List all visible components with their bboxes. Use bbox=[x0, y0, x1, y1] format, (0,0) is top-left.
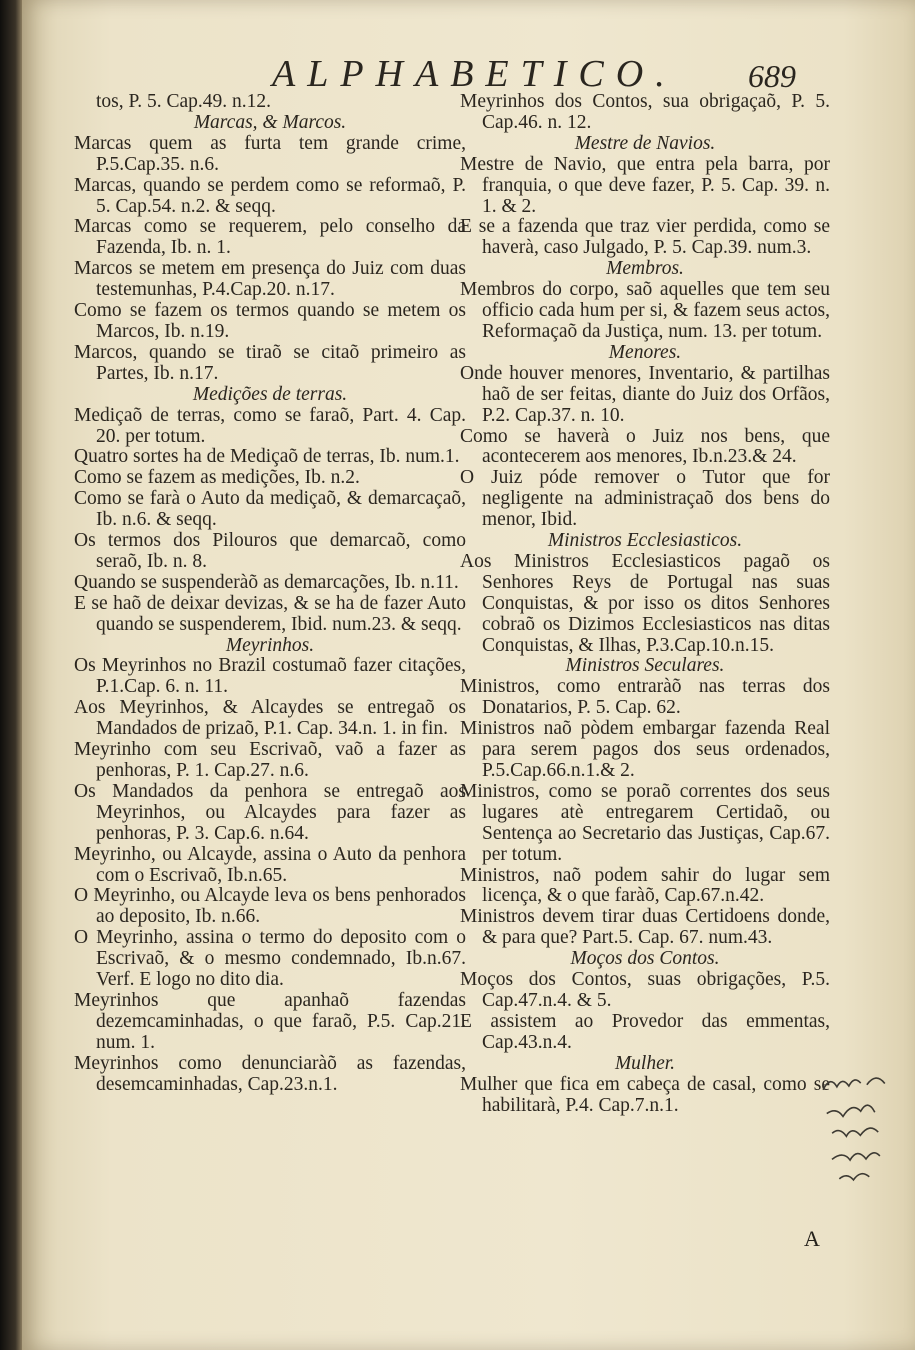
index-entry: Marcos se metem em presença do Juiz com duas testemunhas, P.4.Cap.20. n.17. bbox=[74, 258, 466, 301]
index-entry: O Juiz póde remover o Tutor que for negligente na administraçaõ dos bens do menor, Ibid. bbox=[460, 467, 830, 531]
index-entry: Meyrinhos dos Contos, sua obrigaçaõ, P. 5. Cap.46. n. 12. bbox=[460, 91, 830, 133]
index-heading: Menores. bbox=[608, 341, 682, 363]
index-entry: Como se haverà o Juiz nos bens, que acontecerem aos menores, Ib.n.23.& 24. bbox=[460, 425, 830, 468]
catchword: A bbox=[804, 1226, 820, 1251]
index-entry: Marcos, quando se tiraõ se citaõ primeiro as Partes, Ib. n.17. bbox=[74, 341, 466, 384]
index-entry: Mestre de Navio, que entra pela barra, por franquia, o que deve fazer, P. 5. Cap. 39. n. 1. & 2. bbox=[460, 153, 830, 217]
index-entry: Mulher que fica em cabeça de casal, como se habilitarà, P.4. Cap.7.n.1. bbox=[460, 1073, 830, 1116]
index-entry: E se haõ de deixar devizas, & se ha de fazer Auto quando se suspenderem, Ibid. num.23. & seqq. bbox=[74, 592, 466, 635]
index-entry: Quando se suspenderàõ as demarcações, Ib. n.11. bbox=[74, 571, 459, 593]
book-page bbox=[22, 0, 915, 1350]
index-entry: Ministros naõ pòdem embargar fazenda Real para serem pagos dos seus ordenados, P.5.Cap.66.n.1.& 2. bbox=[460, 718, 830, 781]
index-entry: Ministros, como se poraõ correntes dos seus lugares atè entregarem Certidaõ, ou Sentença ao Secretario das Justiças, Cap.67. per totum. bbox=[460, 780, 830, 865]
index-entry: Ministros, naõ podem sahir do lugar sem licença, & o que faràõ, Cap.67.n.42. bbox=[460, 864, 830, 907]
index-entry: Aos Meyrinhos, & Alcaydes se entregaõ os Mandados de prizaõ, P.1. Cap. 34.n. 1. in fin. bbox=[74, 697, 466, 740]
index-heading: Mulher. bbox=[614, 1052, 676, 1074]
index-heading: Mestre de Navios. bbox=[574, 132, 716, 154]
index-entry: Como se fazem as medições, Ib. n.2. bbox=[74, 467, 360, 489]
index-entry: Os Mandados da penhora se entregaõ aos Meyrinhos, ou Alcaydes para fazer as penhoras, P. 3. Cap.6. n.64. bbox=[74, 780, 466, 844]
index-entry: Ministros devem tirar duas Certidoens donde, & para que? Part.5. Cap. 67. num.43. bbox=[460, 906, 830, 949]
index-entry: Mediçaõ de terras, como se faraõ, Part. 4. Cap. 20. per totum. bbox=[74, 404, 466, 447]
handwritten-marginal-note bbox=[818, 1062, 912, 1198]
index-entry: Moços dos Contos, suas obrigações, P.5. Cap.47.n.4. & 5. bbox=[460, 969, 830, 1011]
index-entry: Como se farà o Auto da mediçaõ, & demarcaçaõ, Ib. n.6. & seqq. bbox=[74, 488, 466, 531]
index-entry: Meyrinho com seu Escrivaõ, vaõ a fazer as penhoras, P. 1. Cap.27. n.6. bbox=[74, 739, 466, 781]
index-entry: Como se fazem os termos quando se metem os Marcos, Ib. n.19. bbox=[74, 300, 466, 342]
book-spine-shadow bbox=[0, 0, 22, 1350]
index-heading: Ministros Seculares. bbox=[565, 655, 725, 677]
index-entry: Meyrinhos que apanhaõ fazendas dezemcaminhadas, o que faraõ, P.5. Cap.21. num. 1. bbox=[74, 989, 466, 1053]
index-entry: E assistem ao Provedor das emmentas, Cap.43.n.4. bbox=[460, 1010, 830, 1053]
index-heading: Moços dos Contos. bbox=[570, 948, 720, 970]
index-entry: Quatro sortes ha de Mediçaõ de terras, Ib. num.1. bbox=[74, 446, 460, 468]
running-head-title: ALPHABETICO. bbox=[272, 53, 677, 95]
index-heading: Ministros Ecclesiasticos. bbox=[547, 530, 743, 552]
right-index-column bbox=[460, 92, 830, 1116]
index-entry: Aos Ministros Ecclesiasticos pagaõ os Senhores Reys de Portugal nas suas Conquistas, & por isso os ditos Senhores cobraõ os Dizimos Ecclesiasticos nas ditas Conquistas, & Ilhas, P.3.Cap.10.n.15. bbox=[460, 550, 830, 656]
index-heading: Medições de terras. bbox=[192, 383, 348, 405]
index-entry: O Meyrinho, assina o termo do deposito com o Escrivaõ, & o mesmo condemnado, Ib.n.67. Verf. E logo no dito dia. bbox=[74, 927, 466, 991]
index-entry: Os Meyrinhos no Brazil costumaõ fazer citações, P.1.Cap. 6. n. 11. bbox=[74, 655, 466, 698]
index-entry: Marcas, quando se perdem como se reformaõ, P. 5. Cap.54. n.2. & seqq. bbox=[74, 174, 466, 217]
index-heading: Meyrinhos. bbox=[225, 634, 315, 656]
index-entry: O Meyrinho, ou Alcayde leva os bens penhorados ao deposito, Ib. n.66. bbox=[74, 885, 466, 928]
index-entry: Meyrinho, ou Alcayde, assina o Auto da penhora com o Escrivaõ, Ib.n.65. bbox=[74, 843, 466, 886]
index-entry-continuation: tos, P. 5. Cap.49. n.12. bbox=[96, 91, 271, 112]
index-entry: Meyrinhos como denunciaràõ as fazendas, desemcaminhadas, Cap.23.n.1. bbox=[74, 1052, 466, 1095]
left-index-column bbox=[74, 92, 466, 1096]
index-entry: Os termos dos Pilouros que demarcaõ, como seraõ, Ib. n. 8. bbox=[74, 530, 466, 572]
index-entry: E se a fazenda que traz vier perdida, como se haverà, caso Julgado, P. 5. Cap.39. num.3. bbox=[460, 216, 830, 259]
index-entry: Ministros, como entraràõ nas terras dos Donatarios, P. 5. Cap. 62. bbox=[460, 676, 830, 719]
index-entry: Marcas como se requerem, pelo conselho da Fazenda, Ib. n. 1. bbox=[74, 216, 466, 259]
index-entry: Marcas quem as furta tem grande crime, P.5.Cap.35. n.6. bbox=[74, 132, 466, 175]
page-number: 689 bbox=[748, 58, 796, 94]
index-entry: Membros do corpo, saõ aquelles que tem seu officio cada hum per si, & fazem seus actos, Reformaçaõ da Justiça, num. 13. per totum. bbox=[460, 279, 830, 342]
index-entry: Onde houver menores, Inventario, & partilhas haõ de ser feitas, diante do Juiz dos Orfãos, P.2. Cap.37. n. 10. bbox=[460, 362, 830, 426]
index-heading: Marcas, & Marcos. bbox=[193, 111, 347, 133]
index-heading: Membros. bbox=[606, 258, 684, 280]
